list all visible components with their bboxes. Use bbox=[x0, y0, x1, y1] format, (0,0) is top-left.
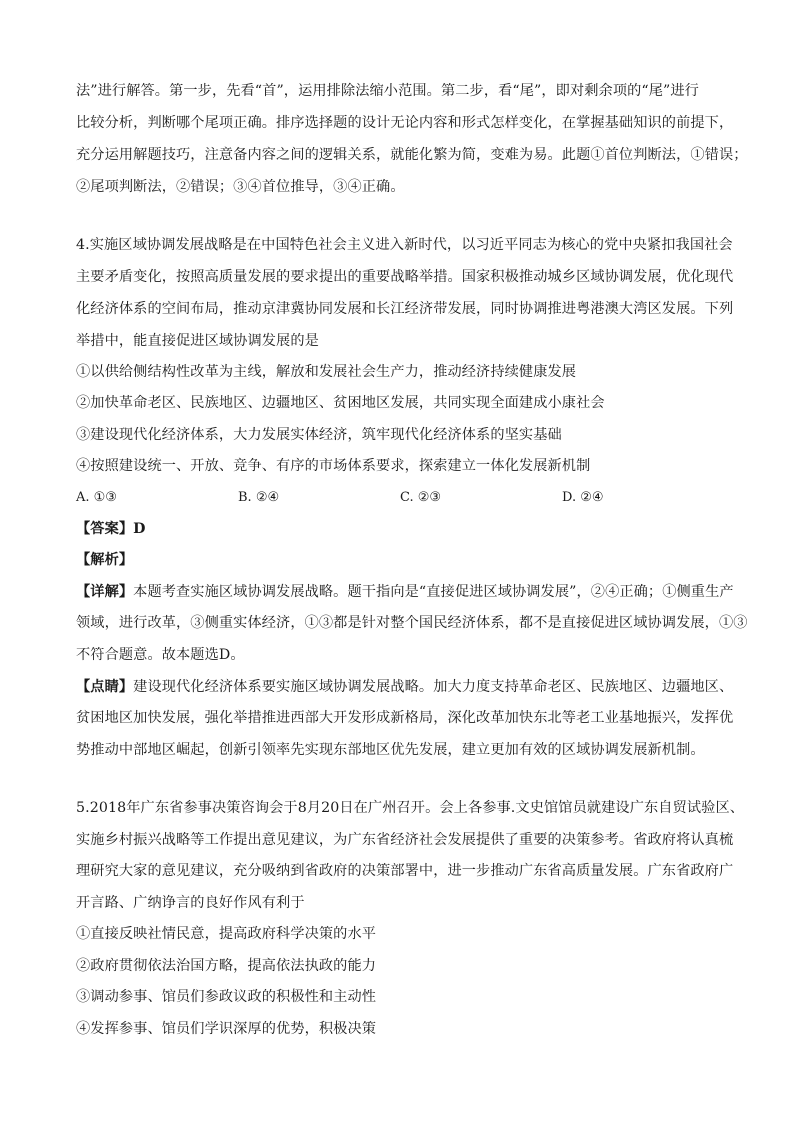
question-stem-line: 理研究大家的意见建议，充分吸纳到省政府的决策部署中，进一步推动广东省高质量发展。广东省政府广 bbox=[76, 863, 734, 879]
detail-line bbox=[76, 582, 734, 602]
prev-analysis-line: ②尾项判断法，②错误；③④首位推导，③④正确。 bbox=[76, 179, 405, 195]
option-b: B. ②④ bbox=[238, 490, 280, 505]
statement-item: ①直接反映社情民意，提高政府科学决策的水平 bbox=[76, 926, 377, 942]
statement-item: ④发挥参事、馆员们学识深厚的优势，积极决策 bbox=[76, 1021, 377, 1037]
statement-item: ②政府贯彻依法治国方略，提高依法执政的能力 bbox=[76, 958, 377, 974]
question-stem-line: 举措中，能直接促进区域协调发展的是 bbox=[76, 333, 319, 349]
tip-label: 【点睛】 bbox=[76, 679, 134, 695]
statement-item: ②加快革命老区、民族地区、边疆地区、贫困地区发展，共同实现全面建成小康社会 bbox=[76, 395, 605, 411]
question-stem-line: 4.实施区域协调发展战略是在中国特色社会主义进入新时代，以习近平同志为核心的党中央紧扣我国社会 bbox=[76, 237, 733, 253]
prev-analysis-line: 比较分析，判断哪个尾项正确。排序选择题的设计无论内容和形式怎样变化，在掌握基础知识的前提下， bbox=[76, 115, 734, 131]
detail-line: 不符合题意。故本题选D。 bbox=[76, 647, 245, 663]
tip-text: 建设现代化经济体系要实施区域协调发展战略。加大力度支持革命老区、民族地区、边疆地区、 bbox=[133, 679, 734, 695]
tip-line bbox=[76, 677, 733, 697]
option-a: A. ①③ bbox=[76, 490, 117, 505]
analysis-label: 【解析】 bbox=[76, 552, 134, 568]
prev-analysis-line: 法”进行解答。第一步，先看“首”，运用排除法缩小范围。第二步，看“尾”，即对剩余项的“尾”进行 bbox=[76, 83, 699, 99]
statement-item: ③调动参事、馆员们参政议政的积极性和主动性 bbox=[76, 989, 377, 1005]
option-d: D. ②④ bbox=[562, 490, 604, 505]
option-c: C. ②③ bbox=[400, 490, 442, 505]
statement-item: ③建设现代化经济体系，大力发展实体经济，筑牢现代化经济体系的坚实基础 bbox=[76, 427, 562, 443]
question-stem-line: 5.2018年广东省参事决策咨询会于8月20日在广州召开。会上各参事.文史馆馆员就建设广东自贸试验区、 bbox=[76, 800, 745, 816]
question-stem-line: 开言路、广纳诤言的良好作风有利于 bbox=[76, 895, 305, 911]
statement-item: ①以供给侧结构性改革为主线，解放和发展社会生产力，推动经济持续健康发展 bbox=[76, 364, 577, 380]
tip-line: 势推动中部地区崛起，创新引领率先实现东部地区优先发展，建立更加有效的区域协调发展新机制。 bbox=[76, 742, 705, 758]
question-stem-line: 主要矛盾变化，按照高质量发展的要求提出的重要战略举措。国家积极推动城乡区域协调发展，优化现代 bbox=[76, 269, 734, 285]
question-stem-line: 实施乡村振兴战略等工作提出意见建议，为广东省经济社会发展提供了重要的决策参考。省政府将认真梳 bbox=[76, 832, 734, 848]
detail-label: 【详解】 bbox=[76, 584, 134, 600]
detail-line: 领域，进行改革，③侧重实体经济，①③都是针对整个国民经济体系，都不是直接促进区域协调发展，①③ bbox=[76, 615, 748, 631]
detail-text: 本题考查实施区域协调发展战略。题干指向是“直接促进区域协调发展”，②④正确；①侧重生产 bbox=[133, 584, 734, 600]
tip-line: 贫困地区加快发展，强化举措推进西部大开发形成新格局，深化改革加快东北等老工业基地振兴，发挥优 bbox=[76, 710, 734, 726]
statement-item: ④按照建设统一、开放、竞争、有序的市场体系要求，探索建立一体化发展新机制 bbox=[76, 458, 591, 474]
prev-analysis-line: 充分运用解题技巧，注意备内容之间的逻辑关系，就能化繁为简，变难为易。此题①首位判断法，①错误； bbox=[76, 147, 748, 163]
question-stem-line: 化经济体系的空间布局，推动京津冀协同发展和长江经济带发展，同时协调推进粤港澳大湾区发展。下列 bbox=[76, 301, 734, 317]
answer-options bbox=[76, 488, 716, 508]
answer-label: 【答案】D bbox=[76, 521, 146, 537]
